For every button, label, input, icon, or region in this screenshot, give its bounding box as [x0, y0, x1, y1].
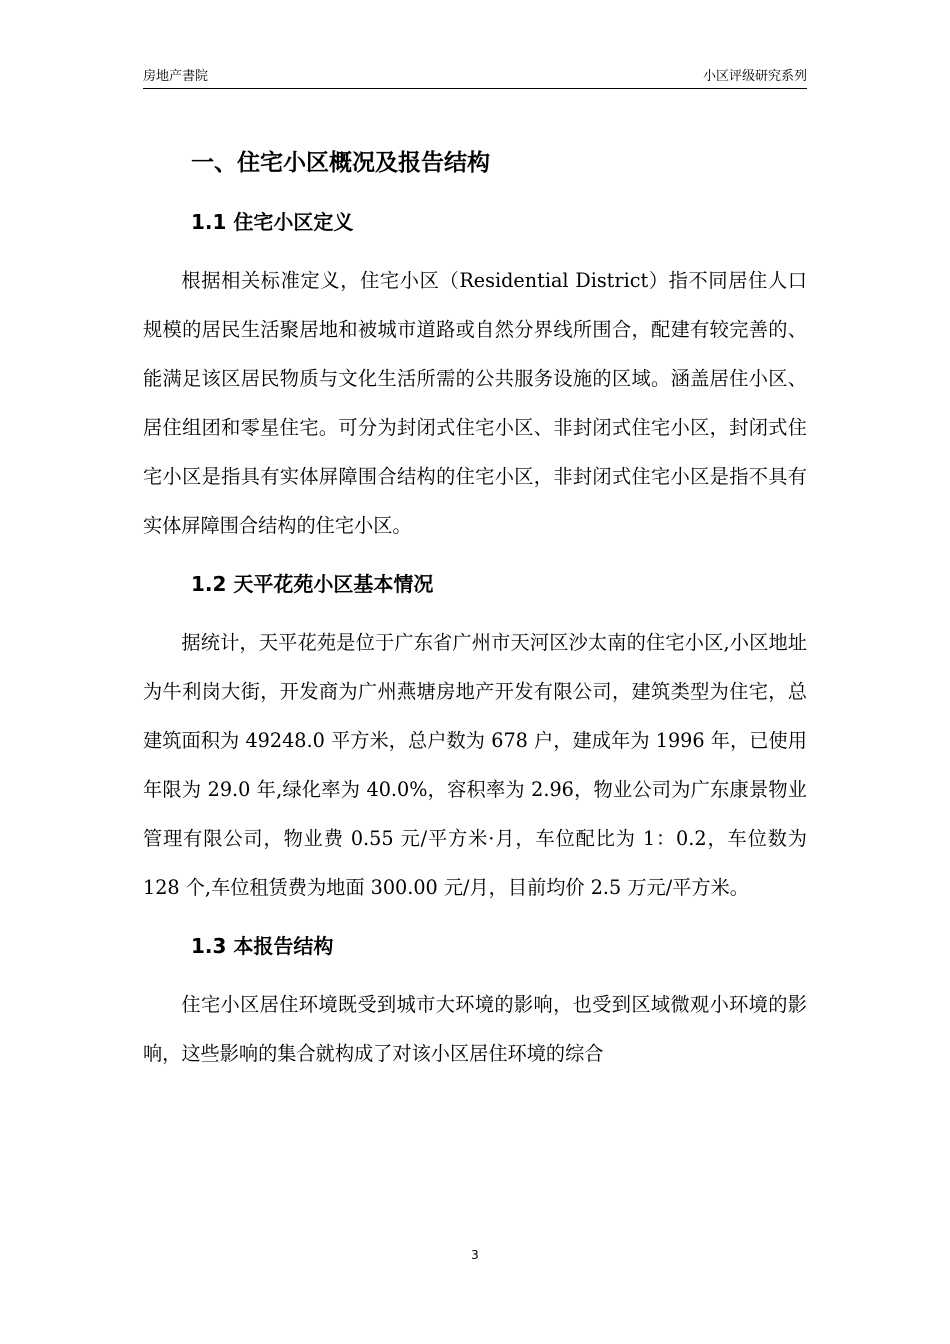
page-number: 3: [471, 1248, 479, 1262]
page-header: [143, 66, 807, 89]
paragraph-definition: 根据相关标准定义，住宅小区（Residential District）指不同居住人口规模的居民生活聚居地和被城市道路或自然分界线所围合，配建有较完善的、能满足该区居民物质与文化生活所需的公共服务设施的区域。涵盖居住小区、居住组团和零星住宅。可分为封闭式住宅小区、非封闭式住宅小区，封闭式住宅小区是指具有实体屏障围合结构的住宅小区，非封闭式住宅小区是指不具有实体屏障围合结构的住宅小区。: [143, 269, 807, 537]
paragraph-report-structure: 住宅小区居住环境既受到城市大环境的影响，也受到区域微观小环境的影响，这些影响的集合就构成了对该小区居住环境的综合: [143, 993, 807, 1065]
section-title: 一、住宅小区概况及报告结构: [191, 150, 490, 176]
subsection-title-1-3: 1.3 本报告结构: [191, 934, 334, 958]
header-series-title: 小区评级研究系列: [702, 69, 807, 84]
subsection-title-1-1: 1.1 住宅小区定义: [191, 210, 354, 234]
subsection-title-1-2: 1.2 天平花苑小区基本情况: [191, 572, 434, 596]
header-publisher: 房地产書院: [143, 69, 209, 84]
document-body: [143, 140, 807, 1078]
paragraph-basic-info: 据统计，天平花苑是位于广东省广州市天河区沙太南的住宅小区,小区地址为牛利岗大街，开发商为广州燕塘房地产开发有限公司，建筑类型为住宅，总建筑面积为 49248.0 平方米，总户数为 678 户，建成年为 1996 年，已使用年限为 29.0 年,绿化率为 40.0%，容积率为 2.96，物业公司为广东康景物业管理有限公司，物业费 0.55 元/平方米·月，车位配比为 1：0.2，车位数为 128 个,车位租赁费为地面 300.00 元/月，目前均价 2.5 万元/平方米。: [143, 631, 807, 899]
